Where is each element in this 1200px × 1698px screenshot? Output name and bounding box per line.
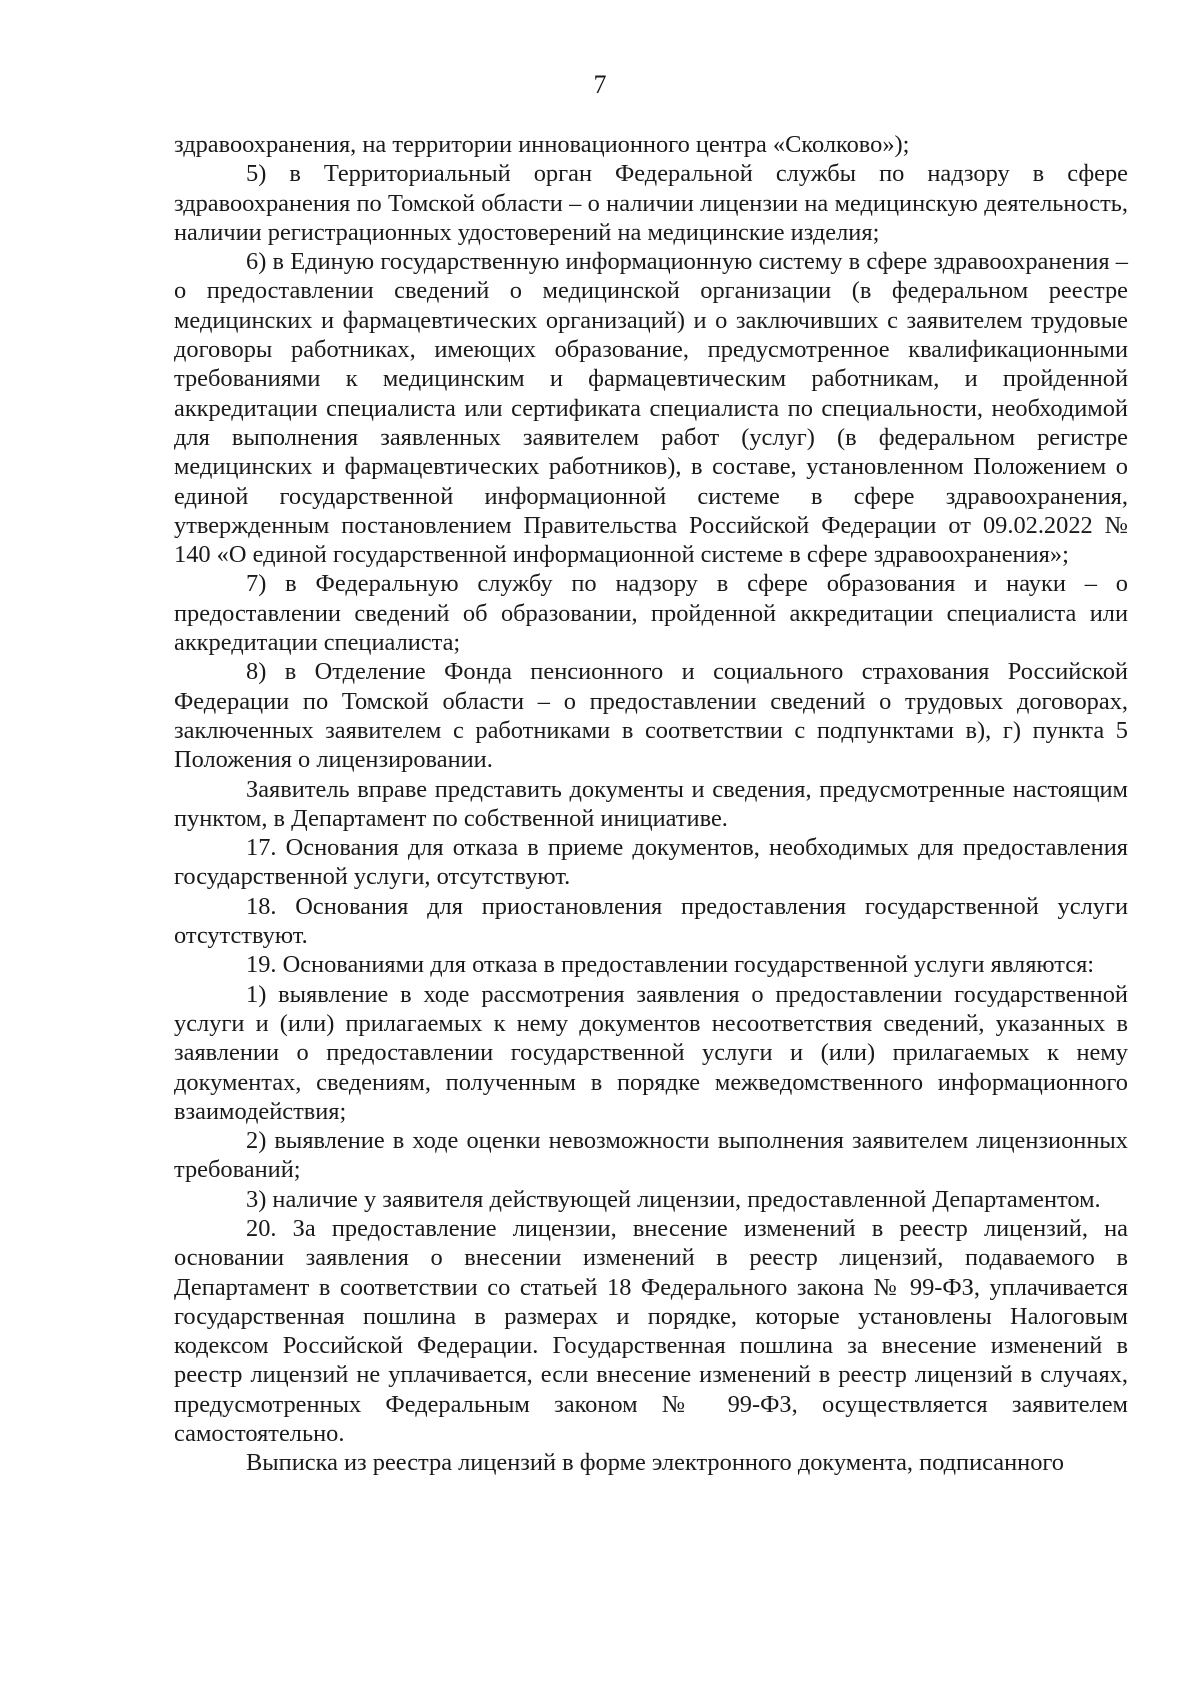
paragraph-19-2: 2) выявление в ходе оценки невозможности выполнения заявителем лицензионных требований; bbox=[174, 1127, 1128, 1184]
paragraph-extract: Выписка из реестра лицензий в форме электронного документа, подписанного bbox=[246, 1449, 1064, 1477]
paragraph-19: 19. Основаниями для отказа в предоставлении государственной услуги являются: bbox=[246, 951, 1095, 979]
paragraph-19-3: 3) наличие у заявителя действующей лицензии, предоставленной Департаментом. bbox=[246, 1185, 1101, 1213]
document-body bbox=[174, 130, 1128, 1478]
paragraph-continuation: здравоохранения, на территории инновационного центра «Сколково»); bbox=[174, 131, 910, 158]
paragraph-applicant-right: Заявитель вправе представить документы и сведения, предусмотренные настоящим пунктом, в Департамент по собственной инициативе. bbox=[174, 775, 1128, 832]
paragraph-item-5: 5) в Территориальный орган Федеральной службы по надзору в сфере здравоохранения по Томской области – о наличии лицензии на медицинскую деятельность, наличии регистрационных удостоверений на медицинские изделия; bbox=[174, 160, 1128, 246]
paragraph-17: 17. Основания для отказа в приеме документов, необходимых для предоставления государственной услуги, отсутствуют. bbox=[174, 834, 1128, 891]
paragraph-item-8: 8) в Отделение Фонда пенсионного и социального страхования Российской Федерации по Томской области – о предоставлении сведений о трудовых договорах, заключенных заявителем с работниками в соответствии с подпунктами в), г) пункта 5 Положения о лицензировании. bbox=[174, 658, 1128, 774]
paragraph-item-7: 7) в Федеральную службу по надзору в сфере образования и науки – о предоставлении сведений об образовании, пройденной аккредитации специалиста или аккредитации специалиста; bbox=[174, 570, 1128, 657]
paragraph-18: 18. Основания для приостановления предоставления государственной услуги отсутствуют. bbox=[174, 892, 1128, 950]
paragraph-20: 20. За предоставление лицензии, внесение изменений в реестр лицензий, на основании заявления о внесении изменений в реестр лицензий, подаваемого в Департамент в соответствии со статьей 18 Федерального закона № 99-ФЗ, уплачивается государственная пошлина в размерах и порядке, которые установлены Налоговым кодексом Российской Федерации. Государственная пошлина за внесение изменений в реестр лицензий не уплачивается, если внесение изменений в реестр лицензий в случаях, предусмотренных Федеральным законом № 99-ФЗ, осуществляется заявителем самостоятельно. bbox=[174, 1214, 1128, 1448]
page-number: 7 bbox=[593, 70, 607, 99]
paragraph-item-6: 6) в Единую государственную информационную систему в сфере здравоохранения – о предоставлении сведений о медицинской организации (в федеральном реестре медицинских и фармацевтических организаций) и о заключивших с заявителем трудовые договоры работниках, имеющих образование, предусмотренное квалификационными требованиями к медицинским и фармацевтическим работникам, и пройденной аккредитации специалиста или сертификата специалиста по специальности, необходимой для выполнения заявленных заявителем работ (услуг) (в федеральном регистре медицинских и фармацевтических работников), в составе, установленном Положением о единой государственной информационной системе в сфере здравоохранения, утвержденным постановлением Правительства Российской Федерации от 09.02.2022 № 140 «О единой государственной информационной системе в сфере здравоохранения»; bbox=[174, 248, 1128, 569]
paragraph-19-1: 1) выявление в ходе рассмотрения заявления о предоставлении государственной услуги и (или) прилагаемых к нему документов несоответствия сведений, указанных в заявлении о предоставлении государственной услуги и (или) прилагаемых к нему документах, сведениям, полученным в порядке межведомственного информационного взаимодействия; bbox=[174, 980, 1128, 1125]
